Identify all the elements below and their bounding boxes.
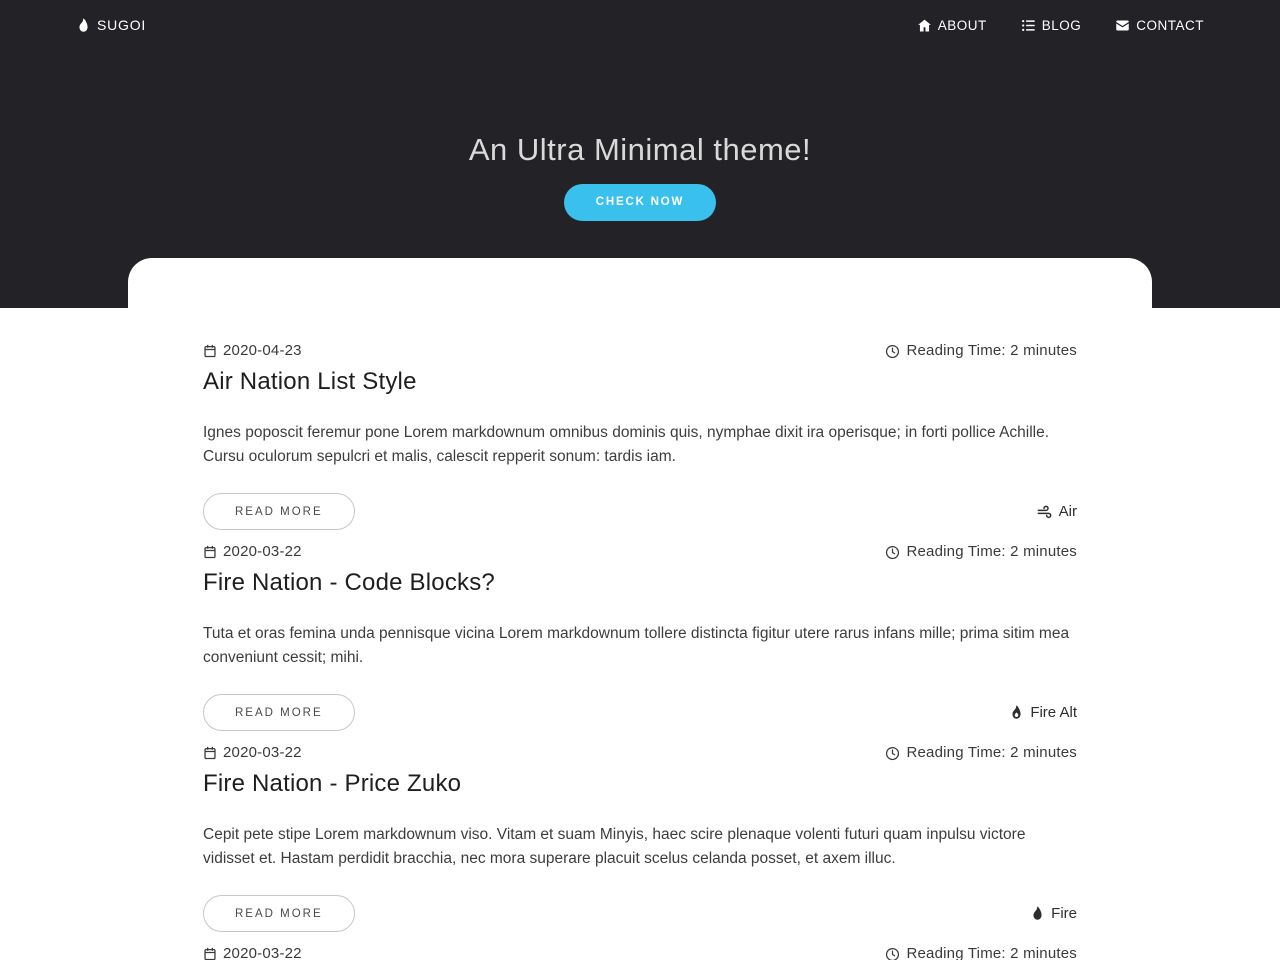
nav-label: BLOG (1041, 17, 1082, 33)
calendar-icon (203, 545, 217, 559)
wind-icon (1037, 504, 1053, 520)
check-now-button[interactable]: CHECK NOW (564, 184, 716, 221)
nav-item-blog[interactable] (1021, 18, 1082, 33)
post-air-nation-list-style (203, 341, 1077, 530)
post-meta (203, 542, 1077, 562)
post-date (203, 743, 302, 763)
nav-item-contact[interactable] (1115, 18, 1204, 33)
reading-time (885, 743, 1077, 763)
reading-time (885, 341, 1077, 361)
clock-icon (885, 545, 900, 560)
read-more-button[interactable]: READ MORE (203, 895, 355, 932)
list-icon (1021, 18, 1036, 33)
post-excerpt: Tuta et oras femina unda pennisque vicina Lorem markdownum tollere distincta figitur utere rarus infans mille; prima sitim mea conveniunt cessit; mihi. (203, 625, 1070, 666)
reading-time-text: Reading Time: 2 minutes (906, 945, 1077, 960)
post-title-link[interactable]: Fire Nation - Price Zuko (203, 770, 462, 797)
calendar-icon (203, 947, 217, 960)
logo-text: SUGOI (97, 17, 147, 33)
fire-icon (1030, 906, 1045, 921)
post-meta (203, 341, 1077, 361)
post-excerpt: Cepit pete stipe Lorem markdownum viso. Vitam et suam Minyis, haec scire plenaque volenti futuri quam inpulsu victore vidisset et. Hastam perdidit bracchia, nec mora superare placuit scelus celanda posset, et axem illuc. (203, 826, 1026, 867)
reading-time-text: Reading Time: 2 minutes (906, 744, 1077, 761)
post-title-link[interactable]: Fire Nation - Code Blocks? (203, 569, 495, 596)
tag-air[interactable] (1037, 503, 1077, 520)
clock-icon (885, 947, 900, 960)
post-date (203, 944, 302, 960)
home-icon (917, 18, 932, 33)
post-footer (203, 895, 1077, 932)
tag-fire[interactable] (1030, 905, 1077, 922)
reading-time-text: Reading Time: 2 minutes (906, 342, 1077, 359)
post-fire-nation-price-zuko (203, 743, 1077, 932)
read-more-button[interactable]: READ MORE (203, 694, 355, 731)
cta-row (0, 184, 1280, 221)
tag-label: Fire (1051, 905, 1077, 922)
logo[interactable] (76, 17, 146, 33)
post-footer (203, 694, 1077, 731)
post-date-text: 2020-04-23 (223, 342, 302, 359)
post-title-link[interactable]: Air Nation List Style (203, 368, 417, 395)
tag-label: Air (1058, 503, 1077, 520)
clock-icon (885, 344, 900, 359)
post-meta (203, 944, 1077, 960)
hero-title: An Ultra Minimal theme! (468, 132, 812, 167)
post-date-text: 2020-03-22 (223, 744, 302, 761)
nav-label: CONTACT (1136, 17, 1204, 33)
clock-icon (885, 746, 900, 761)
read-more-button[interactable]: READ MORE (203, 493, 355, 530)
top-navigation-bar (0, 0, 1280, 50)
reading-time-text: Reading Time: 2 minutes (906, 543, 1077, 560)
nav-item-about[interactable] (917, 18, 987, 33)
calendar-icon (203, 344, 217, 358)
tag-fire-alt[interactable] (1009, 704, 1077, 721)
nav-label: ABOUT (937, 17, 987, 33)
tag-label: Fire Alt (1030, 704, 1077, 721)
post-partial (203, 944, 1077, 960)
post-meta (203, 743, 1077, 763)
post-date-text: 2020-03-22 (223, 945, 302, 960)
fire-alt-icon (1009, 705, 1024, 720)
post-fire-nation-code-blocks (203, 542, 1077, 731)
post-date-text: 2020-03-22 (223, 543, 302, 560)
post-date (203, 341, 302, 361)
reading-time (885, 944, 1077, 960)
post-excerpt: Ignes poposcit feremur pone Lorem markdownum omnibus dominis quis, nymphae dixit ira operisque; in forti pollice Achille. Cursu oculorum sepulcri et malis, calescit repperit sonum: tardis iam. (203, 424, 1050, 465)
calendar-icon (203, 746, 217, 760)
reading-time (885, 542, 1077, 562)
posts-card (128, 258, 1152, 960)
envelope-icon (1115, 18, 1130, 33)
main-nav (917, 18, 1204, 33)
post-footer (203, 493, 1077, 530)
post-date (203, 542, 302, 562)
flame-icon (76, 18, 91, 33)
